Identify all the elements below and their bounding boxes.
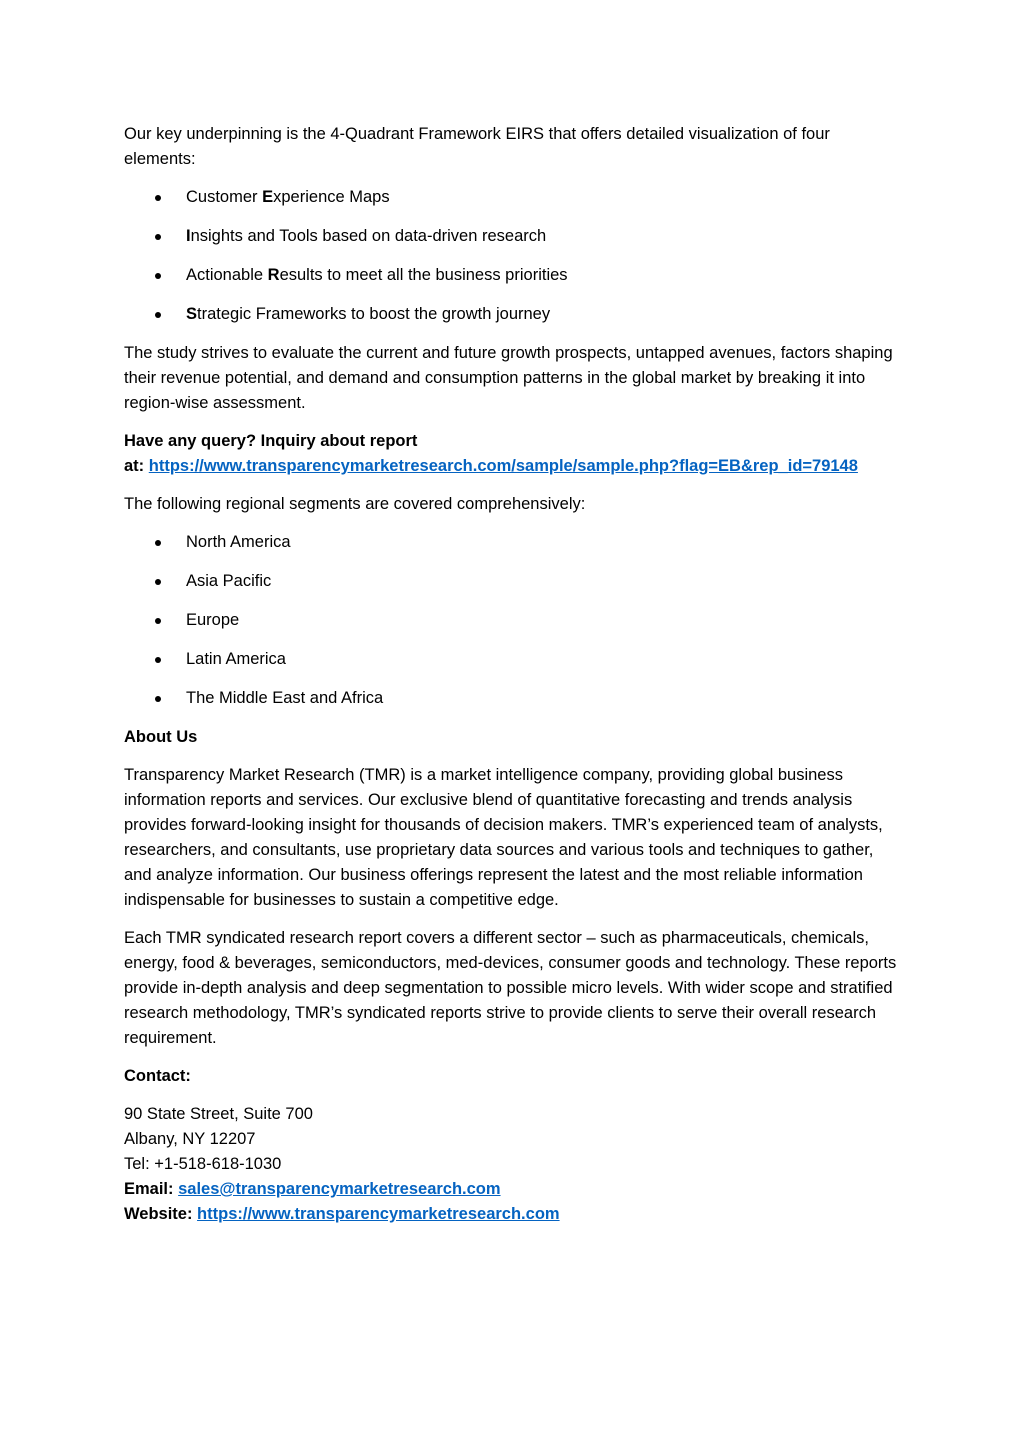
list-item <box>124 686 904 711</box>
query-heading: Have any query? Inquiry about report <box>124 432 418 450</box>
contact-heading: Contact: <box>124 1067 191 1085</box>
document-page <box>124 122 904 1227</box>
bullet-icon <box>155 657 161 663</box>
address-line-2: Albany, NY 12207 <box>124 1130 256 1148</box>
region-label: North America <box>186 533 291 551</box>
bullet-icon <box>155 273 161 279</box>
list-item-bold-letter: R <box>267 266 280 284</box>
region-label: Latin America <box>186 650 286 668</box>
website-line <box>124 1202 904 1227</box>
list-item <box>124 224 904 249</box>
study-paragraph: The study strives to evaluate the current and future growth prospects, untapped avenues, factors shaping their revenue potential, and demand and consumption patterns in the global market by breaking it into region-wise assessment. <box>124 344 893 412</box>
website-label: Website: <box>124 1205 198 1223</box>
query-prefix: at: <box>124 457 149 475</box>
region-label: Asia Pacific <box>186 572 272 590</box>
bullet-icon <box>155 696 161 702</box>
bullet-icon <box>155 312 161 318</box>
list-item-bold-letter: S <box>186 305 198 323</box>
list-item <box>124 569 904 594</box>
email-line <box>124 1177 904 1202</box>
contact-block <box>124 1102 904 1227</box>
list-item-bold-letter: E <box>262 188 274 206</box>
region-label: The Middle East and Africa <box>186 689 384 707</box>
list-item <box>124 530 904 555</box>
telephone: Tel: +1-518-618-1030 <box>124 1155 282 1173</box>
bullet-icon <box>155 195 161 201</box>
list-item-text: xperience Maps <box>273 188 390 206</box>
address-line-1: 90 State Street, Suite 700 <box>124 1105 313 1123</box>
about-heading: About Us <box>124 728 198 746</box>
eirs-list <box>124 185 904 327</box>
email-link[interactable]: sales@transparencymarketresearch.com <box>178 1180 501 1198</box>
regions-list <box>124 530 904 711</box>
query-block <box>124 429 904 479</box>
bullet-icon <box>155 540 161 546</box>
sample-report-link[interactable]: https://www.transparencymarketresearch.com/sample/sample.php?flag=EB&rep_id=79148 <box>148 457 858 475</box>
list-item <box>124 647 904 672</box>
list-item-text: nsights and Tools based on data-driven research <box>190 227 547 245</box>
list-item-text: esults to meet all the business priorities <box>279 266 568 284</box>
list-item <box>124 185 904 210</box>
about-paragraph-1: Transparency Market Research (TMR) is a market intelligence company, providing global business information reports and services. Our exclusive blend of quantitative forecasting and trends analysis provides forward-looking insight for thousands of decision makers. TMR’s experienced team of analysts, researchers, and consultants, use proprietary data sources and various tools and techniques to gather, and analyze information. Our business offerings represent the latest and the most reliable information indispensable for businesses to sustain a competitive edge. <box>124 766 883 909</box>
intro-paragraph: Our key underpinning is the 4-Quadrant Framework EIRS that offers detailed visualization of four elements: <box>124 125 830 168</box>
about-paragraph-2: Each TMR syndicated research report covers a different sector – such as pharmaceuticals, chemicals, energy, food & beverages, semiconductors, med-devices, consumer goods and technology. These reports provide in-depth analysis and deep segmentation to possible micro levels. With wider scope and stratified research methodology, TMR’s syndicated reports strive to provide clients to serve their overall research requirement. <box>124 929 897 1047</box>
list-item <box>124 263 904 288</box>
list-item-text: Actionable <box>186 266 268 284</box>
list-item <box>124 302 904 327</box>
region-label: Europe <box>186 611 240 629</box>
bullet-icon <box>155 234 161 240</box>
bullet-icon <box>155 579 161 585</box>
bullet-icon <box>155 618 161 624</box>
email-label: Email: <box>124 1180 179 1198</box>
list-item-bold-letter: I <box>186 227 191 245</box>
list-item-text: Customer <box>186 188 263 206</box>
website-link[interactable]: https://www.transparencymarketresearch.com <box>197 1205 560 1223</box>
list-item <box>124 608 904 633</box>
list-item-text: trategic Frameworks to boost the growth journey <box>197 305 551 323</box>
regions-intro: The following regional segments are covered comprehensively: <box>124 495 586 513</box>
